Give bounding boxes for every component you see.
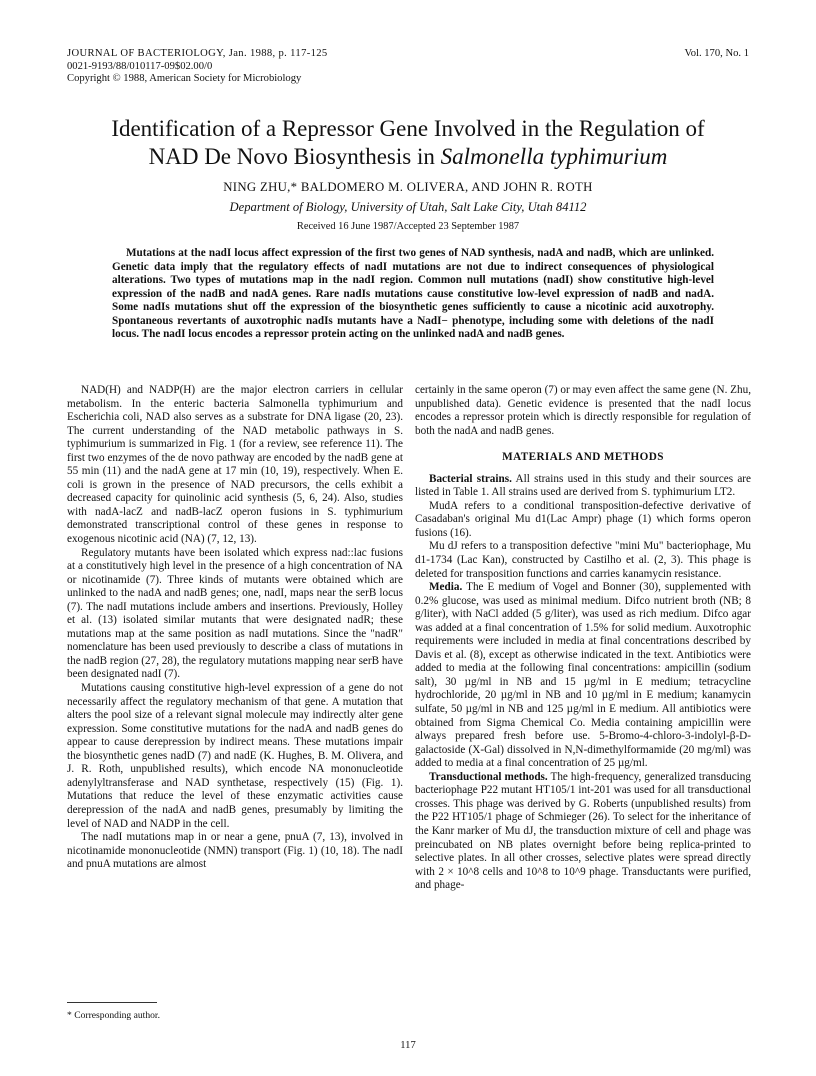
corresponding-author-footnote: * Corresponding author. <box>67 1010 160 1021</box>
affiliation: Department of Biology, University of Utah, Salt Lake City, Utah 84112 <box>229 200 587 214</box>
media-title: Media. <box>429 581 463 594</box>
article-title <box>40 115 776 170</box>
media-text: The E medium of Vogel and Bonner (30), supplemented with 0.2% glucose, was used as minimal medium. Difco nutrient broth (NB; 8 g/liter), with NaCl added (5 g/liter), was used as rich medium. Difco agar was added at a final concentration of 1.5% for solid medium. Auxotrophic requirements were included in media at final concentrations described by Davis et al. (8), except as otherwise indicated in the text. Antibiotics were added to media at the following final concentrations: ampicillin (sodium salt), 30 µg/ml in NB and 15 µg/ml in E medium; tetracycline hydrochloride, 20 µg/ml in NB and 10 µg/ml in E medium; kanamycin sulfate, 50 µg/ml in NB and 125 µg/ml in E medium. All antibiotics were obtained from Sigma Chemical Co. Media containing ampicillin were always prepared fresh before use. 5-Bromo-4-chloro-3-indolyl-β-D-galactoside (X-Gal) dissolved in N,N-dimethylformamide (20 mg/ml) was added to media at a final concentration of 25 µg/ml. <box>415 581 751 770</box>
left-column <box>67 384 403 872</box>
title-organism: Salmonella typhimurium <box>440 143 668 169</box>
section-heading-methods: MATERIALS AND METHODS <box>502 451 664 464</box>
footnote-rule <box>67 1002 157 1003</box>
transduction-paragraph <box>415 771 751 893</box>
intro-paragraph-2: Regulatory mutants have been isolated which express nad::lac fusions at a constitutively high level in the presence of a high concentration of NA or nicotinamide (7). Three kinds of mutants were obtained which are unlinked to the nadA and nadB genes; one, nadI, maps near the serB locus (7). The nadI mutations include ambers and insertions. Previously, Holley et al. (13) isolated similar mutants that were designated nadR; these mutations map at the same position as nadI mutations. Since the "nadR" nomenclature has been used previously to describe a class of mutations in the nadB region (27, 28), the regulatory mutations mapping near serB have been designated nadI (7). <box>67 546 403 681</box>
intro-paragraph-4: The nadI mutations map in or near a gene, pnuA (7, 13), involved in nicotinamide mononucleotide (NMN) transport (Fig. 1) (10, 18). The nadI and pnuA mutations are almost <box>67 831 403 871</box>
title-line-2: NAD De Novo Biosynthesis in <box>148 143 441 169</box>
author-list: NING ZHU,* BALDOMERO M. OLIVERA, AND JOHN R. ROTH <box>223 180 593 194</box>
journal-citation: JOURNAL OF BACTERIOLOGY, Jan. 1988, p. 117-125 <box>67 48 328 59</box>
muda-paragraph: MudA refers to a conditional transposition-defective derivative of Casadaban's original Mu d1(Lac Ampr) phage (1) which forms operon fusions (16). <box>415 499 751 539</box>
intro-paragraph-1: NAD(H) and NADP(H) are the major electron carriers in cellular metabolism. In the enteric bacteria Salmonella typhimurium and Escherichia coli, NAD also serves as a substrate for DNA ligase (20, 23). The current understanding of the NAD metabolic pathways in S. typhimurium is summarized in Fig. 1 (for a review, see reference 11). The first two enzymes of the de novo pathway are encoded by the nadB gene at 55 min (11) and the nadA gene at 17 min (10, 19), respectively. When E. coli is grown in the presence of NAD precursors, the cells exhibit a decreased capacity for quinolinic acid synthesis (5, 6, 24). Also, studies with nadA-lacZ and nadB-lacZ operon fusions in S. typhimurium demonstrated transcriptional control of these genes in response to exogenous nicotinic acid (NA) (7, 12, 13). <box>67 384 403 546</box>
copyright-notice: Copyright © 1988, American Society for Microbiology <box>67 73 302 85</box>
transduction-title: Transductional methods. <box>429 770 548 783</box>
media-paragraph <box>415 581 751 771</box>
transduction-text: The high-frequency, generalized transducing bacteriophage P22 mutant HT105/1 int-201 was used for all transductional crosses. This phage was derived by G. Roberts (unpublished results) from the P22 HT105/1 phage of Schmieger (26). To select for the inheritance of the Kanr marker of Mu dJ, the transduction mixture of cell and phage was preincubated on NB plates overnight before being replica-printed to selective plates. In all other crosses, selective plates were spread directly with 2 × 10^8 cells and 10^8 to 10^9 phage. Transductants were purified, and phage- <box>415 770 751 892</box>
volume-issue: Vol. 170, No. 1 <box>684 48 749 59</box>
strains-paragraph <box>415 473 751 500</box>
right-column <box>415 384 751 893</box>
strains-title: Bacterial strains. <box>429 472 512 485</box>
abstract: Mutations at the nadI locus affect expression of the first two genes of NAD synthesis, nadA and nadB, which are unlinked. Genetic data imply that the regulatory effects of nadI mutations are not due to indirect consequences of physiological alterations. Two types of mutations map in the nadI region. Common null mutations (nadI) show constitutive high-level expression of the nadB and nadA genes. Rare nadIs mutations cause constitutive low-level expression of nadB and nadA. Some nadIs mutations shut off the expression of the biosynthetic genes sufficiently to cause a nicotinic acid auxotrophy. Spontaneous revertants of auxotrophic nadIs mutants have a NadI− phenotype, including some with deletions of the nadI locus. The nadI locus encodes a repressor protein acting on the unlinked nadA and nadB genes. <box>112 247 714 341</box>
strains-text: All strains used in this study and their sources are listed in Table 1. All strains used are derived from S. typhimurium LT2. <box>415 472 751 499</box>
intro-continuation: certainly in the same operon (7) or may even affect the same gene (N. Zhu, unpublished data). Genetic evidence is presented that the nadI locus encodes a repressor protein which is directly responsible for regulation of both the nadA and nadB genes. <box>415 384 751 437</box>
intro-paragraph-3: Mutations causing constitutive high-level expression of a gene do not necessarily affect the regulatory mechanism of that gene. A mutation that alters the pool size of a relevant signal molecule may indirectly alter gene expression. Some constitutive mutations for the nadA and nadB genes do appear to cause derepression by indirect means. These mutations impair the biosynthetic genes nadD (7) and nadE (K. Hughes, B. M. Olivera, and J. R. Roth, unpublished results), which encode NA mononucleotide adenylyltransferase and NAD synthetase, respectively (15) (Fig. 1). Mutations that reduce the level of these enzymatic activities cause derepression of the nadA and nadB genes, presumably by limiting the level of NAD and NADP in the cell. <box>67 682 403 830</box>
title-line-1: Identification of a Repressor Gene Involved in the Regulation of <box>111 116 705 141</box>
received-dates: Received 16 June 1987/Accepted 23 September 1987 <box>296 221 520 232</box>
page-number: 117 <box>400 1040 416 1051</box>
article-code: 0021-9193/88/010117-09$02.00/0 <box>67 60 213 72</box>
mudj-paragraph: Mu dJ refers to a transposition defective "mini Mu" bacteriophage, Mu d1-1734 (Lac Kan), constructed by Castilho et al. (2, 3). This phage is deleted for transposition functions and carries kanamycin resistance. <box>415 540 751 580</box>
journal-header <box>67 48 487 86</box>
